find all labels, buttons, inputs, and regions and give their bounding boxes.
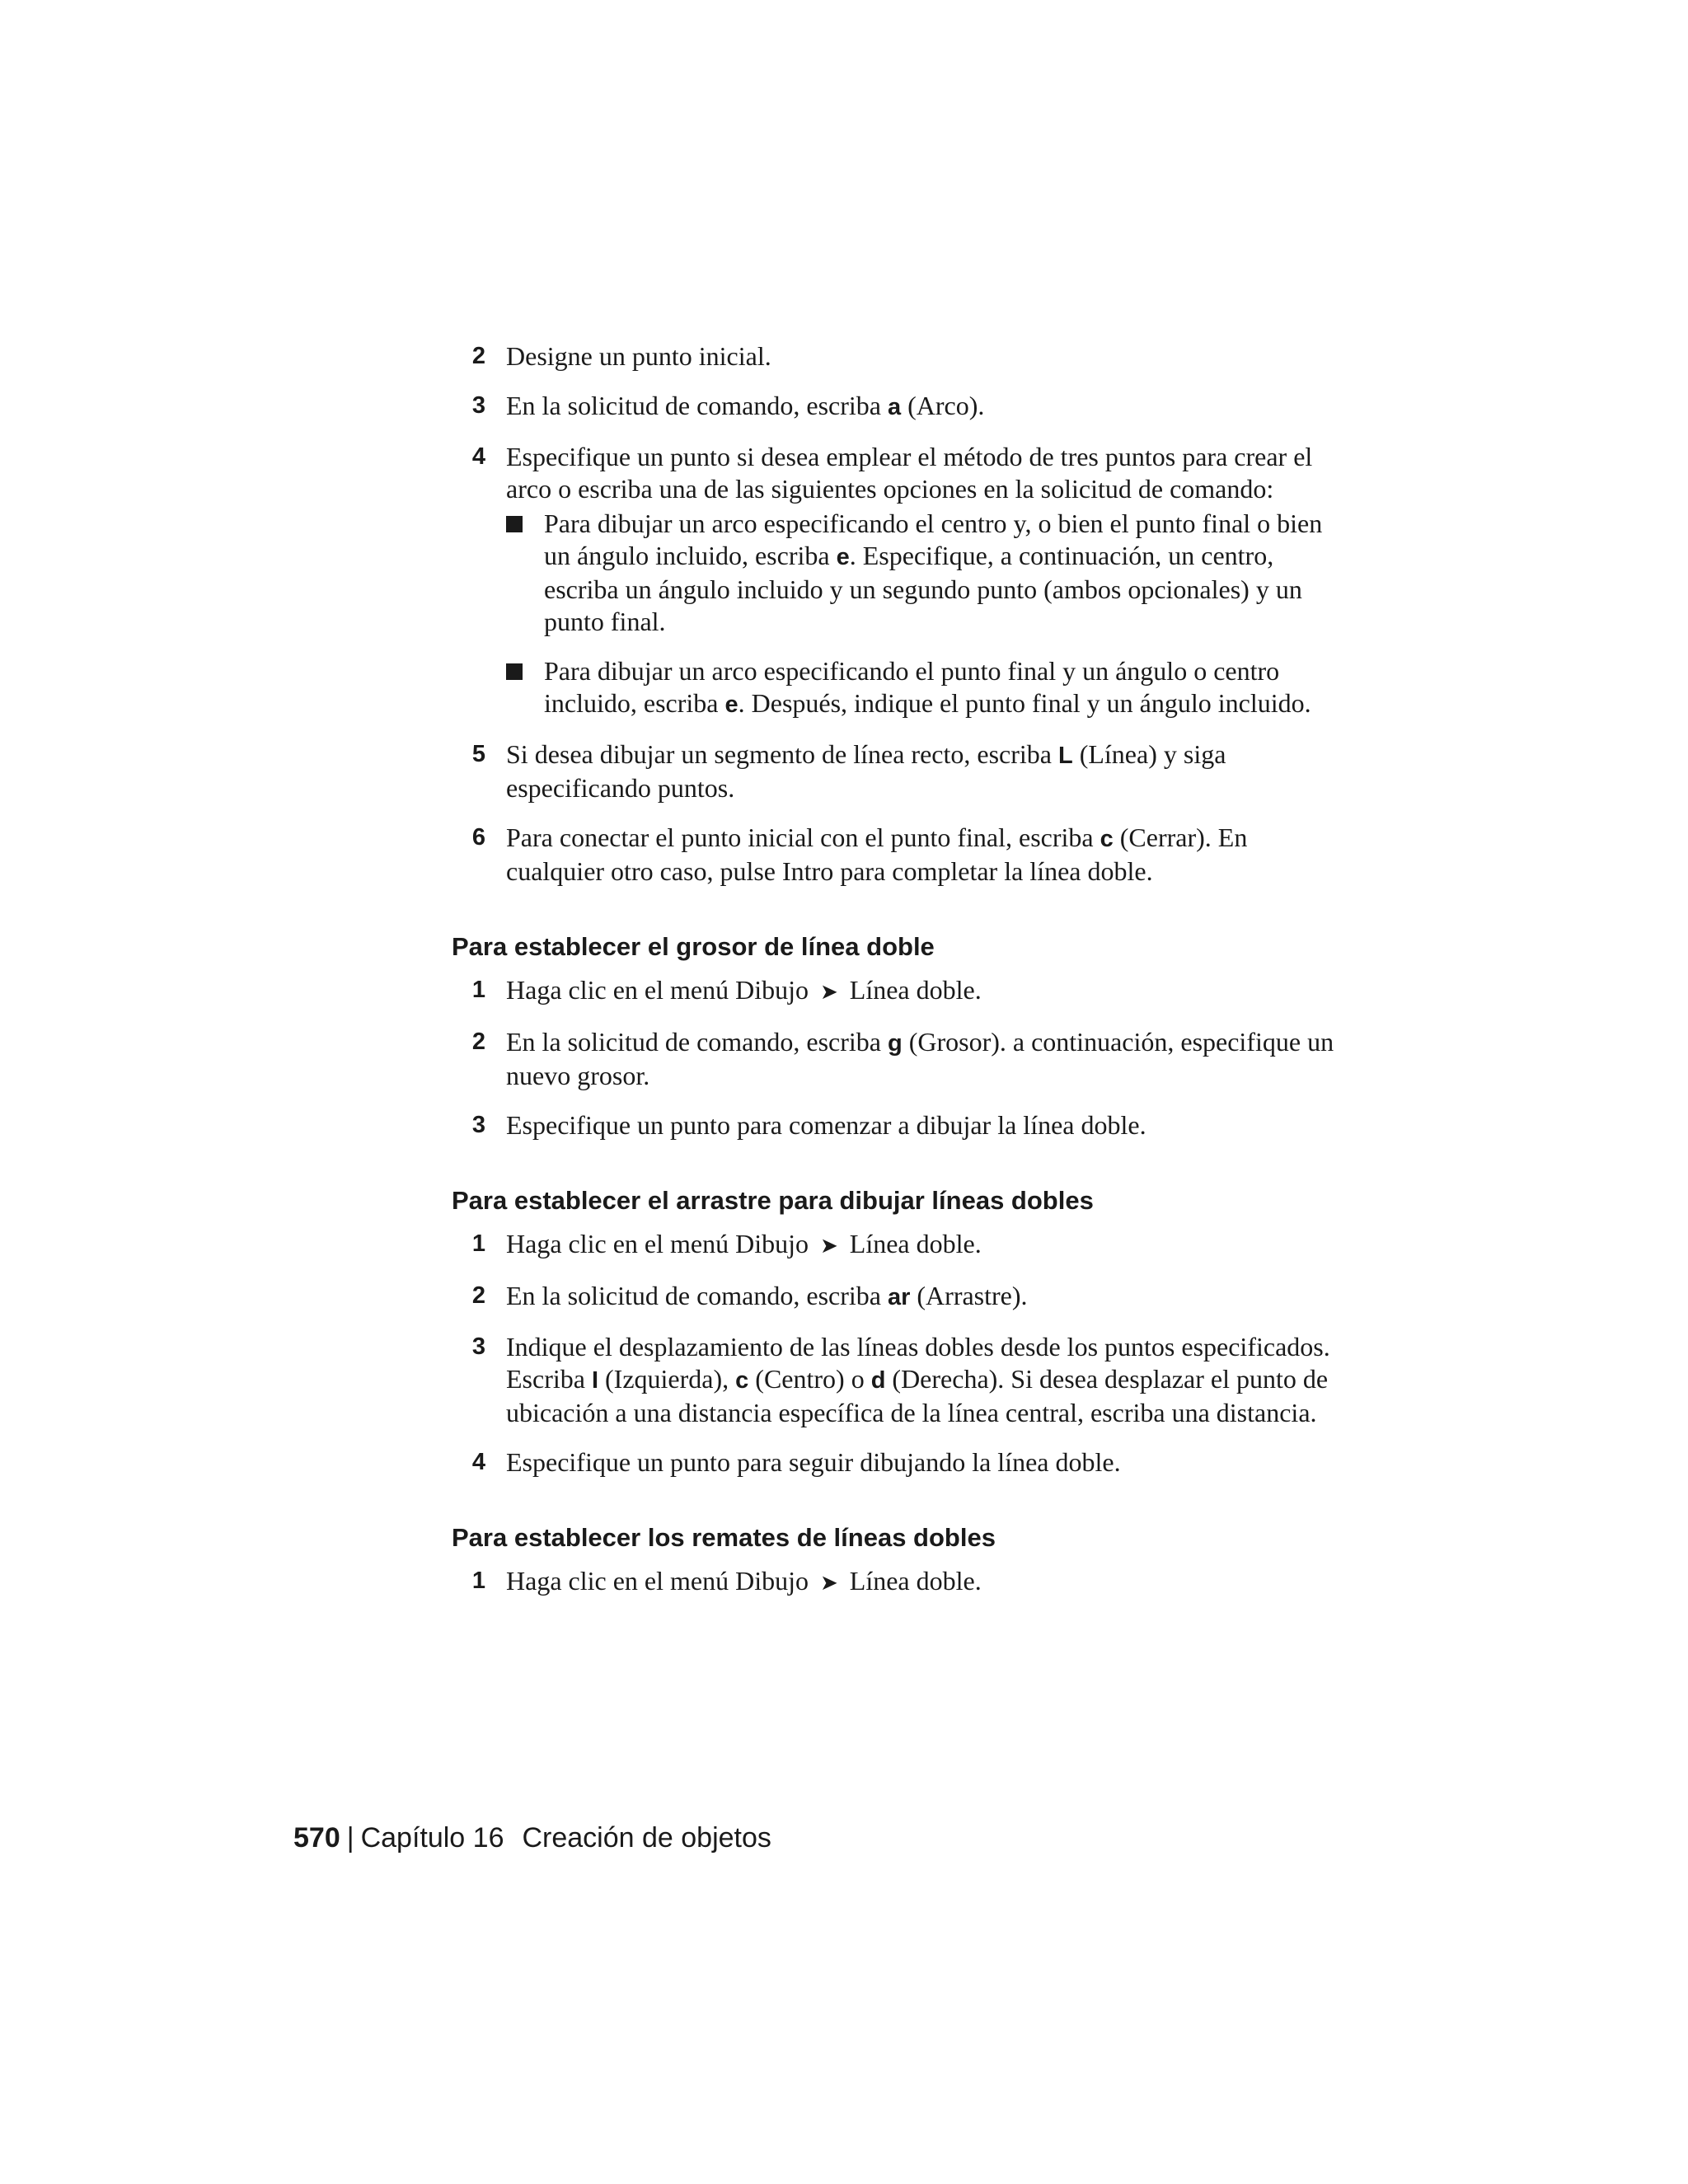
square-bullet-icon xyxy=(506,516,523,532)
command-keyword: I xyxy=(591,1367,599,1394)
step-number: 3 xyxy=(471,1333,486,1360)
command-keyword: c xyxy=(1100,826,1114,852)
step-text: Indique el desplazamiento de las líneas dobles desde los puntos especificados. Escriba I (Izquierda), c (Centro) o d (Derecha). Si desea desplazar el punto de ubicación a una distancia específica de la línea central, escriba una distancia. xyxy=(506,1332,1330,1427)
step-text: Especifique un punto para seguir dibujando la línea doble. xyxy=(506,1447,1121,1477)
command-keyword: d xyxy=(870,1367,886,1394)
step-4 xyxy=(452,441,1342,721)
page-footer xyxy=(293,1821,771,1854)
step-3 xyxy=(452,390,1342,424)
arrastre-step-1 xyxy=(452,1228,1342,1263)
step-6 xyxy=(452,822,1342,888)
page-number: 570 xyxy=(293,1822,340,1854)
step-text: En la solicitud de comando, escriba a (Arco). xyxy=(506,391,985,420)
step-text: Designe un punto inicial. xyxy=(506,341,771,371)
step-number: 1 xyxy=(471,1230,486,1257)
step-number: 6 xyxy=(471,824,486,851)
page-body xyxy=(452,340,1342,1617)
step-number: 3 xyxy=(471,1112,486,1138)
section-heading-arrastre: Para establecer el arrastre para dibujar líneas dobles xyxy=(452,1186,1094,1215)
command-keyword: e xyxy=(724,691,738,718)
menu-arrow-icon: ➤ xyxy=(819,1234,838,1258)
command-keyword: g xyxy=(887,1030,903,1057)
menu-arrow-icon: ➤ xyxy=(819,980,838,1005)
arrastre-step-2 xyxy=(452,1280,1342,1314)
bullet-item: Para dibujar un arco especificando el punto final y un ángulo o centro incluido, escriba e. Después, indique el punto final y un ángulo incluido. xyxy=(506,655,1342,721)
step-5 xyxy=(452,738,1342,804)
section-heading-grosor: Para establecer el grosor de línea doble xyxy=(452,932,935,961)
step-text: Para conectar el punto inicial con el punto final, escriba c (Cerrar). En cualquier otro caso, pulse Intro para completar la línea doble. xyxy=(506,823,1248,886)
footer-separator: | xyxy=(346,1822,354,1854)
step-number: 2 xyxy=(471,1029,486,1055)
step-number: 4 xyxy=(471,443,486,470)
step-number: 5 xyxy=(471,741,486,767)
step-text: En la solicitud de comando, escriba ar (Arrastre). xyxy=(506,1281,1028,1310)
section-heading-remates: Para establecer los remates de líneas dobles xyxy=(452,1523,996,1552)
step-number: 2 xyxy=(471,343,486,369)
menu-arrow-icon: ➤ xyxy=(819,1571,838,1596)
step-number: 2 xyxy=(471,1282,486,1309)
command-keyword: a xyxy=(887,394,902,420)
step-text: Haga clic en el menú Dibujo ➤ Línea doble. xyxy=(506,1229,982,1258)
grosor-step-2 xyxy=(452,1026,1342,1092)
grosor-step-3 xyxy=(452,1109,1342,1141)
step-number: 1 xyxy=(471,977,486,1003)
chapter-label: Capítulo 16 xyxy=(360,1822,504,1854)
step-text: Haga clic en el menú Dibujo ➤ Línea doble. xyxy=(506,1566,982,1596)
chapter-title: Creación de objetos xyxy=(522,1822,771,1854)
bullet-item: Para dibujar un arco especificando el centro y, o bien el punto final o bien un ángulo incluido, escriba e. Especifique, a continuación, un centro, escriba un ángulo incluido y un segundo punto (ambos opcionales) y un punto final. xyxy=(506,508,1342,638)
command-keyword: c xyxy=(735,1367,749,1394)
remates-step-1 xyxy=(452,1565,1342,1600)
step-text: Especifique un punto si desea emplear el método de tres puntos para crear el arco o escriba una de las siguientes opciones en la solicitud de comando: Para dibujar un arco especificando el centro y, o bien el punto final o bien un ángulo incluido, escriba e. Especifique, a continuación, un centro, escriba un ángulo incluido y un segundo punto (ambos opcionales) y un punto final. Para dibujar un arco especificando el punto final y un ángulo o centro incluido, escriba e. Después, indique el punto final y un ángulo incluido. xyxy=(506,441,1342,721)
grosor-step-1 xyxy=(452,974,1342,1009)
step-text: Especifique un punto para comenzar a dibujar la línea doble. xyxy=(506,1110,1146,1140)
step-text: En la solicitud de comando, escriba g (Grosor). a continuación, especifique un nuevo grosor. xyxy=(506,1027,1334,1090)
command-keyword: ar xyxy=(887,1284,911,1310)
step-text: Si desea dibujar un segmento de línea recto, escriba L (Línea) y siga especificando puntos. xyxy=(506,739,1226,803)
command-keyword: e xyxy=(836,544,850,570)
arrastre-step-3 xyxy=(452,1331,1342,1429)
command-keyword: L xyxy=(1057,743,1073,769)
step-number: 3 xyxy=(471,392,486,419)
step-2 xyxy=(452,340,1342,373)
square-bullet-icon xyxy=(506,663,523,680)
arrastre-step-4 xyxy=(452,1446,1342,1479)
step-number: 4 xyxy=(471,1449,486,1475)
step-text: Haga clic en el menú Dibujo ➤ Línea doble. xyxy=(506,975,982,1005)
step-number: 1 xyxy=(471,1568,486,1594)
